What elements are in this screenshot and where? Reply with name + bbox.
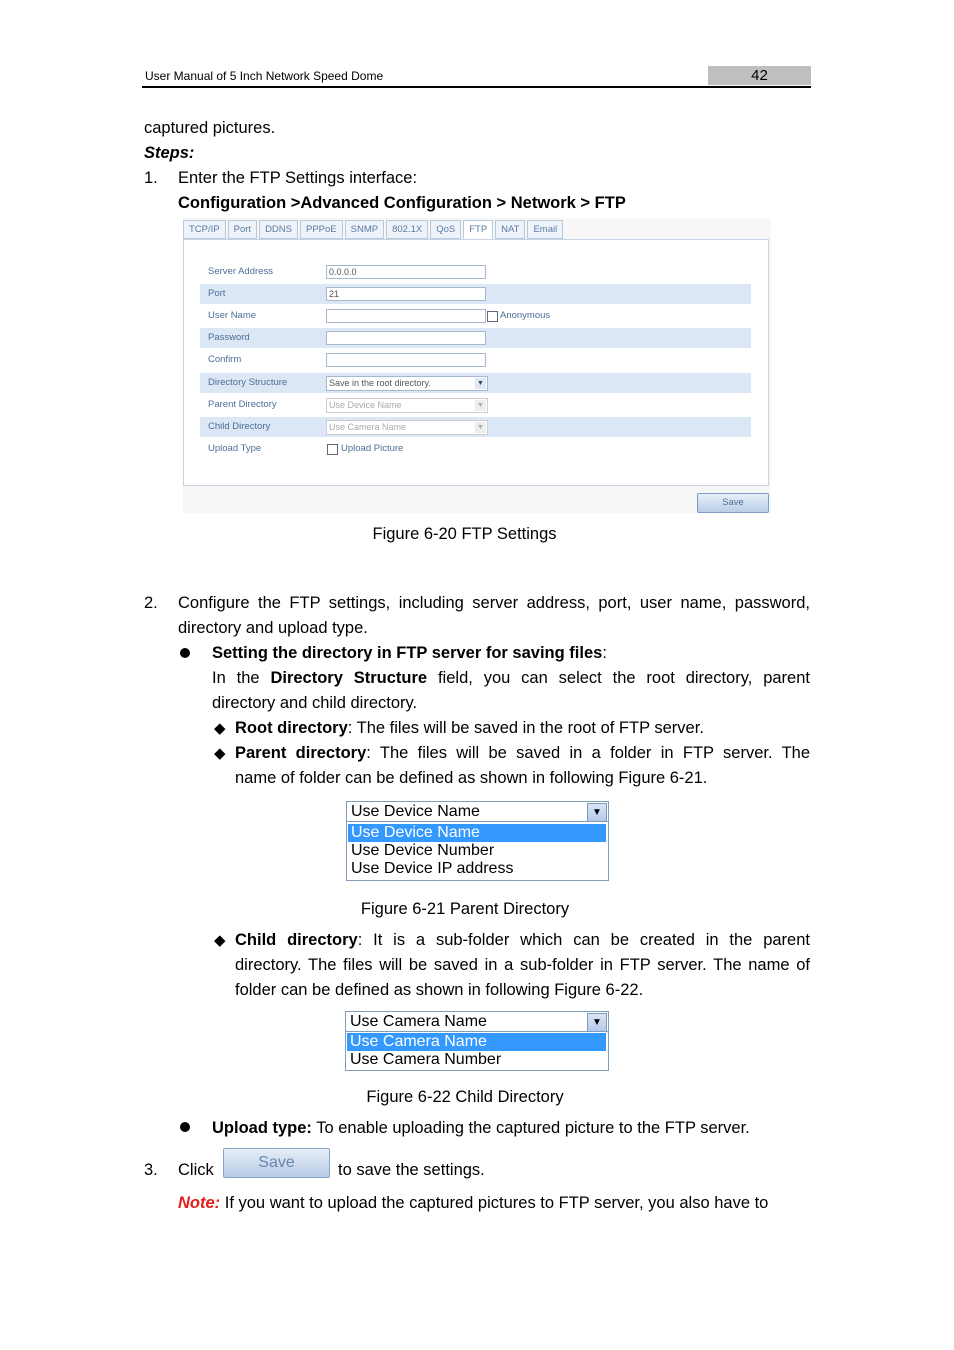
server-address-input[interactable]: 0.0.0.0	[326, 265, 486, 279]
user-name-input[interactable]	[326, 309, 486, 323]
parent-directory-value: Use Device Name	[329, 400, 402, 410]
figure-6-21-caption: Figure 6-21 Parent Directory	[360, 900, 570, 918]
parent-directory-line2: name of folder can be defined as shown in following Figure 6-21.	[235, 769, 708, 787]
diamond-bullet-icon: ◆	[214, 745, 226, 762]
root-directory-bold: Root directory	[235, 719, 348, 737]
upload-type-row	[200, 439, 751, 459]
directory-structure-row	[200, 373, 751, 393]
header-divider	[142, 86, 811, 88]
child-directory-value: Use Camera Name	[329, 422, 407, 432]
step3-number: 3.	[144, 1161, 158, 1179]
save-button[interactable]: Save	[697, 493, 769, 513]
ftp-settings-panel	[183, 239, 769, 486]
anonymous-label: Anonymous	[500, 310, 551, 321]
note-text: If you want to upload the captured pictures to FTP server, you also have to	[220, 1194, 769, 1212]
step2-line2: directory and upload type.	[178, 619, 368, 637]
child-option-camera-name[interactable]: Use Camera Name	[347, 1033, 606, 1051]
tab-ftp[interactable]: FTP	[463, 220, 493, 239]
server-address-label: Server Address	[208, 266, 273, 277]
directory-structure-select[interactable]	[326, 376, 488, 391]
child-directory-bold: Child directory	[235, 931, 358, 949]
port-input[interactable]: 21	[326, 287, 486, 301]
dir-line1-a: In the	[212, 669, 271, 687]
password-input[interactable]	[326, 331, 486, 345]
tab-8021x[interactable]: 802.1X	[386, 220, 428, 239]
dir-line1-c: field, you can select the root directory, parent	[427, 669, 810, 687]
dropdown-arrow-icon[interactable]: ▼	[475, 400, 486, 411]
child-directory-item	[235, 928, 810, 953]
parent-directory-item	[235, 741, 810, 766]
parent-directory-select[interactable]	[326, 398, 488, 413]
tab-tcpip[interactable]: TCP/IP	[183, 220, 226, 239]
step3-click: Click	[178, 1161, 214, 1179]
child-option-camera-number[interactable]: Use Camera Number	[350, 1051, 502, 1068]
step2-number: 2.	[144, 594, 158, 612]
tab-snmp[interactable]: SNMP	[345, 220, 384, 239]
tab-qos[interactable]: QoS	[430, 220, 461, 239]
dropdown-arrow-icon[interactable]: ▼	[587, 803, 607, 822]
parent-option-device-ip[interactable]: Use Device IP address	[351, 860, 514, 877]
steps-label: Steps:	[144, 144, 195, 162]
step1-text: Enter the FTP Settings interface:	[178, 169, 418, 187]
upload-type-label: Upload Type	[208, 443, 262, 454]
tab-email[interactable]: Email	[527, 220, 563, 239]
root-directory-item	[235, 716, 704, 741]
tab-pppoe[interactable]: PPPoE	[300, 220, 343, 239]
intro-line: captured pictures.	[144, 119, 276, 137]
tab-port[interactable]: Port	[228, 220, 257, 239]
note-label: Note:	[178, 1194, 221, 1212]
parent-directory-bold: Parent directory	[235, 744, 367, 762]
upload-type-item	[212, 1116, 750, 1141]
dropdown-arrow-icon[interactable]: ▼	[475, 378, 486, 389]
child-directory-line3: folder can be defined as shown in following Figure 6-22.	[235, 981, 644, 999]
ftp-settings-screenshot	[183, 218, 771, 513]
step1-number: 1.	[144, 169, 158, 187]
dir-line1-bold: Directory Structure	[270, 669, 428, 687]
user-name-row	[200, 306, 751, 326]
diamond-bullet-icon: ◆	[214, 932, 226, 949]
child-directory-row	[200, 417, 751, 437]
child-directory-label: Child Directory	[208, 421, 271, 432]
step2-line1: Configure the FTP settings, including server address, port, user name, password,	[178, 594, 810, 612]
parent-directory-dropdown[interactable]	[346, 801, 609, 881]
directory-structure-label: Directory Structure	[208, 377, 288, 388]
upload-type-text: To enable uploading the captured picture to the FTP server.	[311, 1119, 750, 1137]
dropdown-arrow-icon[interactable]: ▼	[475, 422, 486, 433]
upload-type-bold: Upload type:	[212, 1119, 312, 1137]
parent-directory-row	[200, 395, 751, 415]
note-line	[178, 1191, 768, 1216]
port-label: Port	[208, 288, 226, 299]
server-address-row	[200, 262, 751, 282]
figure-6-22-caption: Figure 6-22 Child Directory	[366, 1088, 564, 1106]
parent-directory-text: : The files will be saved in a folder in FTP server. The	[366, 744, 810, 762]
tab-ddns[interactable]: DDNS	[259, 220, 298, 239]
password-row	[200, 328, 751, 348]
directory-intro-line1	[212, 666, 810, 691]
directory-heading-bold: Setting the directory in FTP server for saving files	[212, 644, 603, 662]
dropdown-arrow-icon[interactable]: ▼	[587, 1013, 607, 1032]
parent-option-device-name[interactable]: Use Device Name	[348, 824, 606, 842]
directory-heading-colon: :	[602, 644, 607, 662]
upload-picture-label: Upload Picture	[341, 443, 404, 454]
parent-option-device-number[interactable]: Use Device Number	[351, 842, 495, 859]
anonymous-checkbox[interactable]	[487, 311, 498, 322]
figure-6-20-caption: Figure 6-20 FTP Settings	[372, 525, 557, 543]
bullet-dot-icon	[180, 1122, 190, 1132]
confirm-row	[200, 350, 751, 370]
directory-bullet-heading	[212, 641, 607, 666]
directory-structure-value: Save in the root directory.	[329, 378, 431, 388]
header-title: User Manual of 5 Inch Network Speed Dome	[145, 69, 384, 83]
child-dropdown-selected[interactable]: Use Camera Name	[346, 1012, 608, 1032]
child-directory-select[interactable]	[326, 420, 488, 435]
password-label: Password	[208, 332, 250, 343]
step1-path: Configuration >Advanced Configuration > Network > FTP	[178, 194, 626, 212]
upload-picture-checkbox[interactable]	[327, 444, 338, 455]
child-directory-text: : It is a sub-folder which can be created in the parent	[357, 931, 810, 949]
parent-dropdown-selected[interactable]: Use Device Name	[347, 802, 608, 822]
inline-save-button[interactable]: Save	[223, 1148, 330, 1178]
page-number: 42	[751, 67, 768, 84]
tab-nat[interactable]: NAT	[495, 220, 525, 239]
root-directory-text: : The files will be saved in the root of FTP server.	[347, 719, 704, 737]
user-name-label: User Name	[208, 310, 257, 321]
diamond-bullet-icon: ◆	[214, 720, 226, 737]
directory-intro-line2: directory and child directory.	[212, 694, 418, 712]
child-directory-dropdown[interactable]	[345, 1011, 609, 1071]
confirm-label: Confirm	[208, 354, 242, 365]
bullet-dot-icon	[180, 648, 190, 658]
confirm-input[interactable]	[326, 353, 486, 367]
parent-directory-label: Parent Directory	[208, 399, 277, 410]
child-directory-line2: directory. The files will be saved in a sub-folder in FTP server. The name of	[235, 956, 810, 974]
port-row	[200, 284, 751, 304]
step3-rest: to save the settings.	[338, 1161, 485, 1179]
network-tabs	[183, 220, 565, 239]
